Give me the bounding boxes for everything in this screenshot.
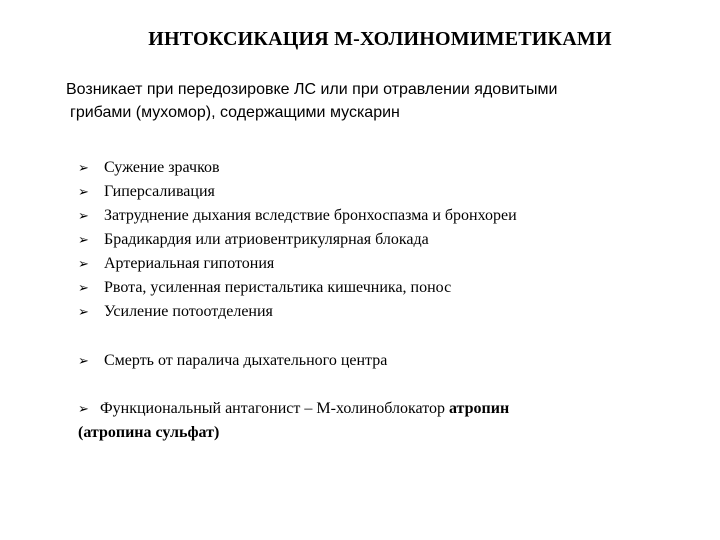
list-item <box>78 228 517 252</box>
slide-title: ИНТОКСИКАЦИЯ М-ХОЛИНОМИМЕТИКАМИ <box>148 28 612 50</box>
symptom-list <box>78 156 517 324</box>
list-item <box>78 276 517 300</box>
intro-line-1: Возникает при передозировке ЛС или при отравлении ядовитыми <box>66 81 558 98</box>
arrow-bullet-icon: ➢ <box>78 280 89 296</box>
list-item <box>78 156 517 180</box>
list-item <box>78 252 517 276</box>
list-item-text: Брадикардия или атриовентрикулярная блокада <box>104 231 429 248</box>
arrow-bullet-icon: ➢ <box>78 304 89 320</box>
arrow-bullet-icon: ➢ <box>78 208 89 224</box>
list-item-text: Рвота, усиленная перистальтика кишечника, понос <box>104 279 452 296</box>
list-item-text: Артериальная гипотония <box>104 255 275 272</box>
intro-text <box>66 78 686 124</box>
list-item <box>78 300 517 324</box>
antagonist-statement <box>78 397 678 445</box>
atropine-sulfate-term: (атропина сульфат) <box>78 424 220 441</box>
list-item <box>78 180 517 204</box>
arrow-bullet-icon: ➢ <box>78 160 89 176</box>
arrow-bullet-icon: ➢ <box>78 256 89 272</box>
death-text: Смерть от паралича дыхательного центра <box>104 352 388 369</box>
arrow-bullet-icon: ➢ <box>78 184 89 200</box>
list-item-text: Усиление потоотделения <box>104 303 273 320</box>
intro-line-2: грибами (мухомор), содержащими мускарин <box>70 104 400 121</box>
list-item-text: Затруднение дыхания вследствие бронхоспазма и бронхореи <box>104 207 517 224</box>
list-item-text: Сужение зрачков <box>104 159 220 176</box>
atropine-term: атропин <box>448 400 510 417</box>
arrow-bullet-icon: ➢ <box>78 402 89 417</box>
antagonist-text: Функциональный антагонист – М-холиноблокатор <box>100 400 449 417</box>
list-item-text: Гиперсаливация <box>104 183 215 200</box>
death-statement <box>78 349 387 373</box>
arrow-bullet-icon: ➢ <box>78 232 89 248</box>
list-item <box>78 204 517 228</box>
arrow-bullet-icon: ➢ <box>78 353 89 369</box>
